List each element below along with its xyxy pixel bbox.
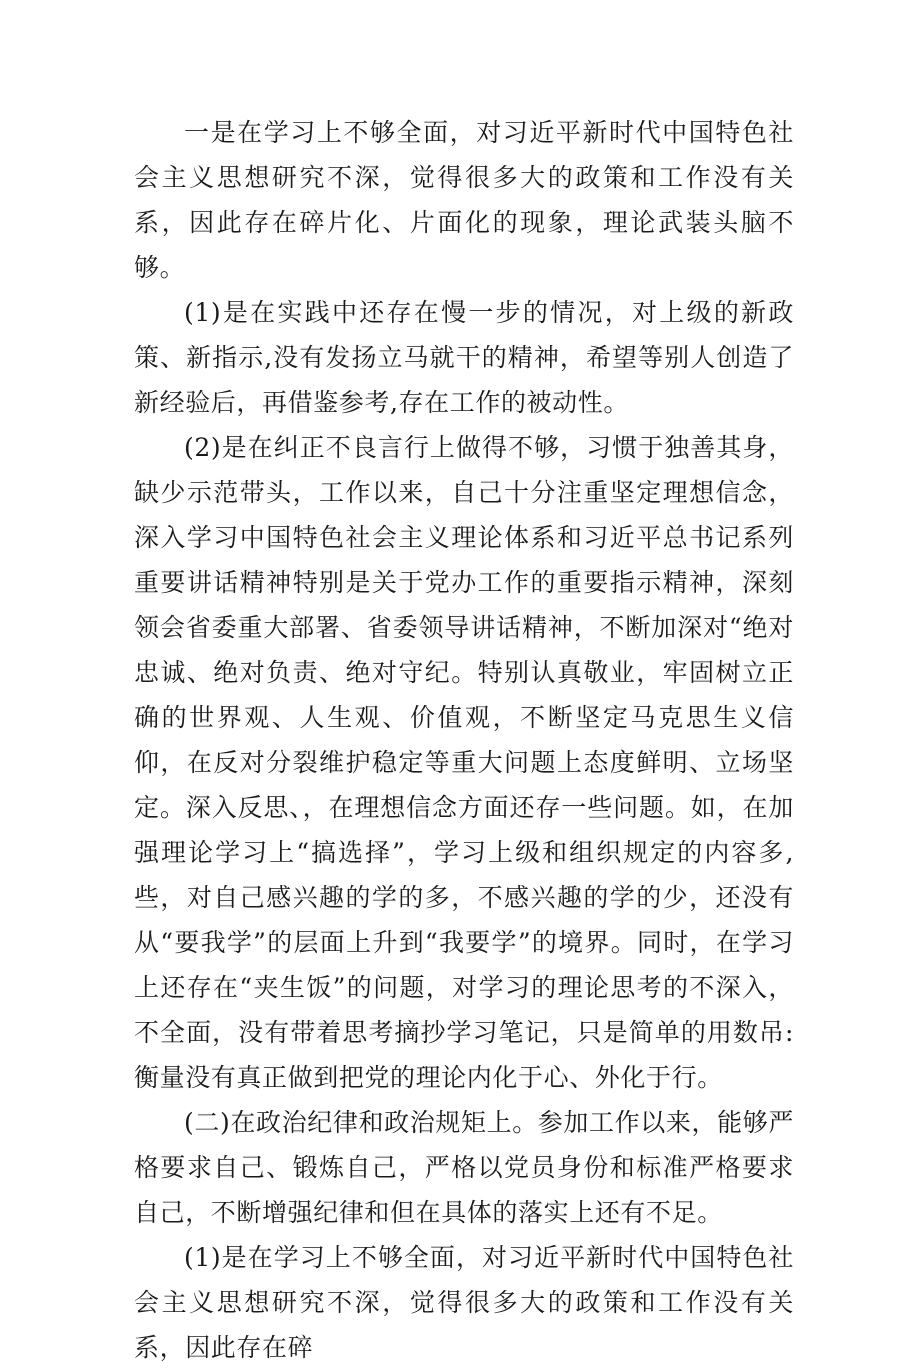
- paragraph-learning-not-comprehensive: 一是在学习上不够全面，对习近平新时代中国特色社会主义思想研究不深，觉得很多大的政策和工作没有关系，因此存在碎片化、片面化的现象，理论武装头脑不够。: [134, 118, 794, 282]
- paragraph-correcting-bad-conduct: (2)是在纠正不良言行上做得不够，习惯于独善其身，缺少示范带头，工作以来，自己十分注重坚定理想信念，深入学习中国特色社会主义理论体系和习近平总书记系列重要讲话精神特别是关于党办工作的重要指示精神，深刻领会省委重大部署、省委领导讲话精神，不断加深对“绝对忠诚、绝对负责、绝对守纪。特别认真敬业，牢固树立正确的世界观、人生观、价值观，不断坚定马克思生义信仰，在反对分裂维护稳定等重大问题上态度鲜明、立场坚定。深入反思、，在理想信念方面还存一些问题。如，在加强理论学习上“搞选择”，学习上级和组织规定的内容多,些，对自己感兴趣的学的多，不感兴趣的学的少，还没有从“要我学”的层面上升到“我要学”的境界。同时，在学习上还存在“夹生饭”的问题，对学习的理论思考的不深入，不全面，没有带着思考摘抄学习笔记，只是简单的用数吊:衡量没有真正做到把党的理论内化于心、外化于行。: [134, 433, 794, 1092]
- document-body: [134, 110, 794, 1370]
- paragraph-practice-slow-step: (1)是在实践中还存在慢一步的情况，对上级的新政策、新指示,没有发扬立马就干的精神，希望等别人创造了新经验后，再借鉴参考,存在工作的被动性。: [134, 298, 794, 417]
- paragraph-learning-repeat: (1)是在学习上不够全面，对习近平新时代中国特色社会主义思想研究不深，觉得很多大的政策和工作没有关系，因此存在碎: [134, 1243, 794, 1362]
- paragraph-political-discipline: (二)在政治纪律和政治规矩上。参加工作以来，能够严格要求自己、锻炼自己，严格以党员身份和标准严格要求自己，不断增强纪律和但在具体的落实上还有不足。: [134, 1108, 794, 1227]
